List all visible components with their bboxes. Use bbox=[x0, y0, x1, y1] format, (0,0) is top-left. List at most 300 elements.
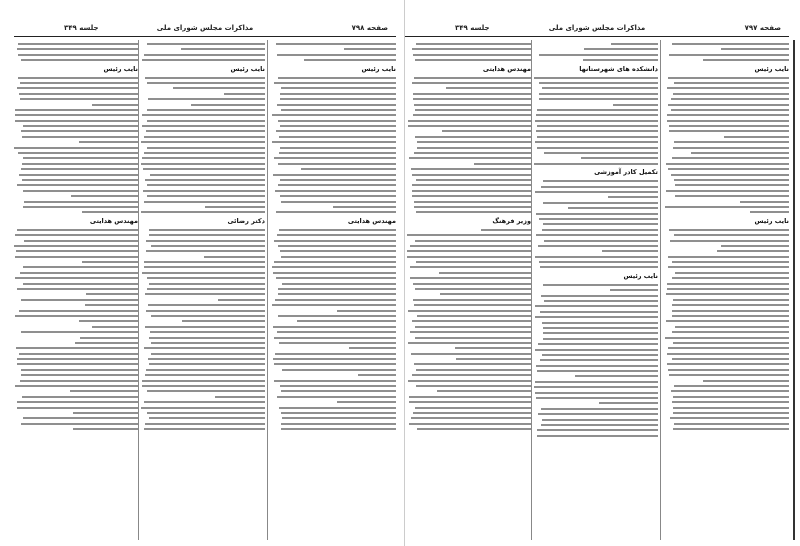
text-line bbox=[15, 315, 138, 317]
text-line bbox=[224, 93, 265, 95]
text-line bbox=[417, 428, 531, 430]
text-line bbox=[21, 331, 138, 333]
text-line bbox=[274, 363, 396, 365]
text-line bbox=[409, 401, 531, 403]
text-line bbox=[703, 59, 789, 61]
text-line bbox=[541, 424, 658, 426]
text-line bbox=[15, 120, 138, 122]
text-line bbox=[274, 380, 396, 382]
text-line bbox=[412, 48, 531, 50]
text-line bbox=[147, 43, 265, 45]
text-line bbox=[80, 337, 138, 339]
text-line bbox=[408, 380, 531, 382]
text-line bbox=[22, 396, 138, 398]
text-line bbox=[412, 184, 531, 186]
text-line bbox=[437, 390, 531, 392]
text-line bbox=[413, 412, 531, 414]
text-line bbox=[17, 87, 138, 89]
text-line bbox=[535, 141, 658, 143]
text-line bbox=[144, 54, 265, 56]
text-line bbox=[408, 125, 531, 127]
text-line bbox=[535, 349, 658, 351]
text-line bbox=[276, 43, 396, 45]
text-line bbox=[85, 304, 138, 306]
text-line bbox=[667, 283, 789, 285]
speaker-heading: نایب رئیس bbox=[230, 64, 265, 73]
text-line bbox=[17, 288, 138, 290]
text-line bbox=[410, 266, 531, 268]
text-line bbox=[537, 435, 658, 437]
text-line bbox=[412, 190, 531, 192]
text-line bbox=[412, 174, 531, 176]
text-line bbox=[669, 130, 789, 132]
text-line bbox=[543, 284, 658, 286]
text-line bbox=[278, 163, 396, 165]
text-line bbox=[672, 157, 789, 159]
text-line bbox=[537, 147, 658, 149]
text-line bbox=[279, 152, 396, 154]
text-line bbox=[537, 370, 658, 372]
text-line bbox=[535, 392, 658, 394]
text-line bbox=[20, 272, 138, 274]
speaker-heading: دکتر رضائی bbox=[227, 216, 265, 225]
text-line bbox=[415, 136, 531, 138]
text-column bbox=[138, 40, 268, 540]
text-line bbox=[414, 152, 531, 154]
text-line bbox=[79, 141, 138, 143]
text-line bbox=[279, 342, 396, 344]
text-line bbox=[147, 82, 265, 84]
text-line bbox=[611, 43, 658, 45]
text-line bbox=[144, 201, 265, 203]
text-line bbox=[147, 109, 265, 111]
text-line bbox=[536, 397, 658, 399]
text-line bbox=[414, 201, 531, 203]
text-line bbox=[278, 245, 396, 247]
text-line bbox=[599, 402, 658, 404]
text-line bbox=[23, 190, 138, 192]
text-line bbox=[538, 245, 658, 247]
text-line bbox=[70, 390, 138, 392]
text-line bbox=[543, 202, 658, 204]
text-line bbox=[671, 390, 789, 392]
text-line bbox=[19, 93, 138, 95]
text-line bbox=[439, 272, 531, 274]
text-line bbox=[568, 207, 658, 209]
text-line bbox=[147, 147, 265, 149]
text-line bbox=[15, 256, 138, 258]
text-line bbox=[275, 299, 396, 301]
page-header bbox=[405, 24, 789, 36]
text-line bbox=[584, 48, 658, 50]
text-line bbox=[721, 245, 789, 247]
text-line bbox=[274, 337, 396, 339]
text-line bbox=[446, 87, 531, 89]
text-line bbox=[142, 385, 265, 387]
text-line bbox=[19, 353, 138, 355]
text-line bbox=[416, 211, 531, 213]
text-line bbox=[536, 130, 658, 132]
text-line bbox=[282, 283, 396, 285]
text-line bbox=[668, 256, 789, 258]
session-number: جلسه ۳۴۹ bbox=[64, 24, 99, 32]
text-line bbox=[273, 326, 396, 328]
text-line bbox=[144, 401, 265, 403]
text-line bbox=[146, 310, 265, 312]
text-line bbox=[672, 304, 789, 306]
text-line bbox=[671, 174, 789, 176]
text-column bbox=[272, 40, 396, 540]
text-line bbox=[408, 120, 531, 122]
text-line bbox=[24, 240, 138, 242]
text-line bbox=[15, 114, 138, 116]
text-column bbox=[665, 40, 789, 540]
text-line bbox=[14, 147, 138, 149]
text-line bbox=[278, 184, 396, 186]
text-line bbox=[145, 423, 265, 425]
text-line bbox=[410, 331, 531, 333]
text-line bbox=[417, 147, 531, 149]
text-line bbox=[415, 337, 531, 339]
text-line bbox=[278, 293, 396, 295]
text-line bbox=[144, 136, 265, 138]
text-line bbox=[73, 412, 138, 414]
text-line bbox=[415, 240, 531, 242]
text-line bbox=[541, 295, 658, 297]
text-line bbox=[280, 147, 396, 149]
right-page bbox=[404, 0, 789, 546]
text-line bbox=[666, 320, 789, 322]
text-line bbox=[539, 93, 658, 95]
text-line bbox=[16, 347, 138, 349]
text-line bbox=[281, 412, 396, 414]
text-line bbox=[21, 374, 138, 376]
text-line bbox=[724, 136, 789, 138]
text-line bbox=[583, 59, 658, 61]
text-line bbox=[675, 195, 789, 197]
text-line bbox=[143, 190, 265, 192]
left-page bbox=[14, 0, 396, 546]
text-line bbox=[671, 98, 789, 100]
text-column bbox=[14, 40, 138, 540]
text-line bbox=[456, 358, 531, 360]
text-line bbox=[21, 299, 138, 301]
text-line bbox=[674, 82, 789, 84]
text-line bbox=[20, 98, 138, 100]
text-line bbox=[670, 417, 789, 419]
text-line bbox=[537, 109, 658, 111]
text-line bbox=[538, 343, 658, 345]
speaker-heading: نایب رئیس bbox=[754, 216, 789, 225]
text-line bbox=[409, 423, 531, 425]
text-line bbox=[667, 353, 789, 355]
text-line bbox=[274, 261, 396, 263]
text-line bbox=[191, 104, 265, 106]
text-line bbox=[671, 109, 789, 111]
text-line bbox=[703, 380, 789, 382]
text-line bbox=[536, 234, 658, 236]
text-line bbox=[575, 375, 658, 377]
text-line bbox=[21, 59, 138, 61]
text-line bbox=[151, 353, 265, 355]
text-line bbox=[277, 234, 396, 236]
text-line bbox=[151, 245, 265, 247]
text-line bbox=[543, 332, 658, 334]
text-line bbox=[410, 277, 531, 279]
text-line bbox=[535, 381, 658, 383]
text-line bbox=[672, 331, 789, 333]
speaker-heading: وزیر فرهنگ bbox=[492, 216, 531, 225]
text-line bbox=[358, 374, 397, 376]
text-line bbox=[18, 152, 138, 154]
text-line bbox=[666, 293, 789, 295]
text-line bbox=[407, 256, 531, 258]
text-line bbox=[278, 77, 396, 79]
text-line bbox=[666, 163, 789, 165]
text-line bbox=[667, 120, 789, 122]
text-line bbox=[274, 157, 396, 159]
text-line bbox=[141, 163, 265, 165]
header-rule bbox=[14, 36, 396, 37]
text-line bbox=[276, 130, 396, 132]
text-line bbox=[416, 369, 531, 371]
text-line bbox=[337, 310, 397, 312]
text-line bbox=[539, 54, 658, 56]
text-line bbox=[534, 77, 658, 79]
text-line bbox=[673, 396, 789, 398]
text-line bbox=[17, 401, 138, 403]
speaker-heading: نایب رئیس bbox=[754, 64, 789, 73]
text-line bbox=[581, 157, 658, 159]
text-line bbox=[142, 59, 265, 61]
text-line bbox=[411, 168, 531, 170]
text-line bbox=[21, 168, 138, 170]
text-line bbox=[669, 374, 789, 376]
text-line bbox=[147, 120, 265, 122]
text-line bbox=[277, 104, 396, 106]
text-line bbox=[539, 98, 658, 100]
text-line bbox=[416, 385, 531, 387]
text-line bbox=[415, 59, 531, 61]
text-line bbox=[536, 213, 658, 215]
text-line bbox=[301, 168, 396, 170]
text-line bbox=[145, 77, 265, 79]
text-line bbox=[18, 77, 138, 79]
text-line bbox=[147, 390, 265, 392]
text-line bbox=[672, 315, 789, 317]
text-line bbox=[481, 229, 531, 231]
text-line bbox=[181, 48, 265, 50]
text-line bbox=[672, 310, 789, 312]
text-line bbox=[537, 136, 658, 138]
text-line bbox=[544, 152, 658, 154]
text-line bbox=[147, 195, 265, 197]
text-line bbox=[413, 283, 531, 285]
text-line bbox=[22, 179, 138, 181]
text-line bbox=[455, 347, 531, 349]
text-line bbox=[82, 261, 138, 263]
text-line bbox=[280, 179, 396, 181]
text-line bbox=[344, 48, 396, 50]
text-line bbox=[15, 234, 138, 236]
text-line bbox=[537, 429, 658, 431]
text-line bbox=[144, 266, 265, 268]
text-line bbox=[672, 401, 789, 403]
text-line bbox=[542, 87, 658, 89]
text-column bbox=[407, 40, 531, 540]
text-line bbox=[144, 152, 265, 154]
text-line bbox=[413, 93, 531, 95]
text-line bbox=[667, 87, 789, 89]
text-line bbox=[668, 369, 789, 371]
text-line bbox=[79, 320, 138, 322]
text-line bbox=[23, 125, 138, 127]
text-line bbox=[149, 337, 265, 339]
text-line bbox=[541, 186, 658, 188]
text-line bbox=[73, 428, 138, 430]
text-line bbox=[22, 163, 138, 165]
text-line bbox=[413, 54, 531, 56]
header-title: مذاکرات مجلس شورای ملی bbox=[156, 24, 254, 32]
text-line bbox=[414, 304, 531, 306]
text-line bbox=[535, 120, 658, 122]
text-line bbox=[82, 211, 138, 213]
text-line bbox=[668, 168, 789, 170]
text-line bbox=[672, 43, 789, 45]
text-line bbox=[717, 250, 789, 252]
text-line bbox=[669, 54, 789, 56]
text-line bbox=[667, 114, 789, 116]
text-line bbox=[413, 114, 531, 116]
speaker-heading: تکمیل کادر آموزشی bbox=[594, 168, 658, 177]
text-line bbox=[273, 358, 396, 360]
text-line bbox=[669, 125, 789, 127]
text-line bbox=[273, 174, 396, 176]
text-line bbox=[19, 174, 138, 176]
speaker-heading: نایب رئیس bbox=[623, 271, 658, 280]
text-line bbox=[414, 363, 531, 365]
text-line bbox=[272, 266, 396, 268]
text-line bbox=[278, 120, 396, 122]
text-line bbox=[674, 234, 789, 236]
speaker-heading: مهندس هدایتی bbox=[89, 216, 138, 225]
text-line bbox=[142, 272, 265, 274]
text-line bbox=[149, 363, 265, 365]
text-line bbox=[17, 229, 138, 231]
text-line bbox=[409, 157, 531, 159]
header-rule bbox=[405, 36, 789, 37]
text-line bbox=[278, 288, 396, 290]
text-line bbox=[668, 104, 789, 106]
text-line bbox=[413, 98, 531, 100]
text-line bbox=[146, 240, 265, 242]
text-line bbox=[145, 374, 265, 376]
text-line bbox=[281, 256, 396, 258]
text-line bbox=[282, 417, 396, 419]
text-line bbox=[410, 245, 531, 247]
text-line bbox=[669, 229, 789, 231]
text-line bbox=[675, 184, 789, 186]
text-line bbox=[147, 184, 265, 186]
text-line bbox=[23, 283, 139, 285]
text-line bbox=[538, 413, 658, 415]
text-line bbox=[142, 380, 265, 382]
text-line bbox=[215, 396, 265, 398]
text-line bbox=[414, 77, 531, 79]
text-line bbox=[277, 396, 396, 398]
text-line bbox=[691, 152, 789, 154]
text-line bbox=[539, 82, 658, 84]
text-line bbox=[304, 59, 396, 61]
text-line bbox=[14, 245, 138, 247]
text-line bbox=[151, 342, 265, 344]
text-line bbox=[543, 338, 658, 340]
text-line bbox=[407, 234, 531, 236]
text-line bbox=[668, 347, 789, 349]
text-line bbox=[414, 206, 531, 208]
text-line bbox=[281, 423, 396, 425]
text-line bbox=[23, 157, 138, 159]
text-line bbox=[24, 201, 138, 203]
speaker-heading: نایب رئیس bbox=[103, 64, 138, 73]
speaker-heading: نایب رئیس bbox=[361, 64, 396, 73]
text-line bbox=[542, 419, 658, 421]
text-line bbox=[544, 300, 658, 302]
text-line bbox=[668, 266, 789, 268]
text-line bbox=[674, 423, 789, 425]
text-line bbox=[20, 380, 138, 382]
text-line bbox=[272, 114, 396, 116]
text-line bbox=[412, 374, 531, 376]
text-line bbox=[142, 114, 265, 116]
text-line bbox=[674, 385, 789, 387]
text-line bbox=[17, 363, 138, 365]
text-line bbox=[337, 401, 396, 403]
text-line bbox=[280, 93, 396, 95]
text-line bbox=[148, 358, 265, 360]
text-line bbox=[75, 342, 138, 344]
text-line bbox=[666, 190, 789, 192]
text-line bbox=[280, 98, 396, 100]
text-line bbox=[610, 289, 658, 291]
text-line bbox=[141, 407, 265, 409]
text-line bbox=[535, 316, 658, 318]
text-line bbox=[536, 114, 658, 116]
text-line bbox=[537, 125, 658, 127]
text-line bbox=[142, 157, 265, 159]
text-line bbox=[542, 322, 658, 324]
text-line bbox=[542, 229, 658, 231]
text-line bbox=[535, 191, 658, 193]
text-line bbox=[672, 277, 789, 279]
text-line bbox=[668, 77, 789, 79]
text-line bbox=[141, 141, 265, 143]
text-line bbox=[272, 141, 396, 143]
text-line bbox=[440, 293, 531, 295]
text-line bbox=[280, 125, 396, 127]
text-line bbox=[665, 206, 789, 208]
text-line bbox=[20, 82, 138, 84]
text-line bbox=[740, 201, 789, 203]
text-line bbox=[272, 304, 396, 306]
text-line bbox=[18, 54, 138, 56]
text-line bbox=[415, 109, 531, 111]
text-line bbox=[281, 109, 396, 111]
text-line bbox=[218, 299, 265, 301]
text-line bbox=[349, 347, 396, 349]
text-line bbox=[665, 337, 789, 339]
text-line bbox=[150, 331, 265, 333]
